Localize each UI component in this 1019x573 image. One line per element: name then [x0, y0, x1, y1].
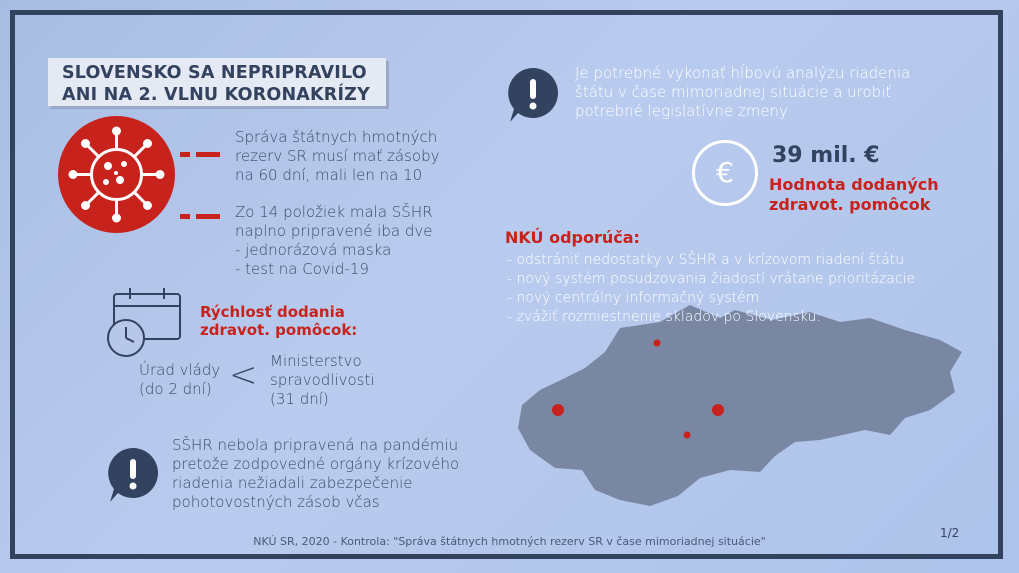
recommendation-item: - odstrániť nedostatky v SŠHR a v krízovom riadení štátu [507, 252, 905, 268]
bottom-note-line: riadenia nežiadali zabezpečenie [172, 474, 413, 492]
speed-comparator: < [229, 355, 258, 395]
virus-badge [58, 116, 175, 233]
fact1-dash-b [196, 152, 220, 157]
fact2-dash-b [196, 214, 220, 219]
fact-1 [235, 128, 439, 185]
speed-left-line: Úrad vlády [139, 361, 221, 379]
footer-source: NKÚ SR, 2020 - Kontrola: "Správa štátnych hmotných rezerv SR v čase mimoriadnej situácie" [253, 535, 766, 548]
bottom-note [172, 436, 459, 512]
speed-heading-line: zdravot. pomôcok: [200, 321, 358, 339]
virus-icon [58, 116, 175, 233]
bottom-note-line: pohotovostných zásob včas [172, 493, 380, 511]
recommendations-list [507, 251, 915, 327]
page-title [62, 62, 392, 106]
map-dot [684, 432, 691, 439]
euro-symbol: € [716, 156, 734, 189]
top-note [575, 64, 910, 121]
speed-heading-line: Rýchlosť dodania [200, 303, 345, 321]
speed-right [270, 352, 375, 409]
title-line-1: SLOVENSKO SA NEPRIPRAVILO [62, 63, 367, 83]
title-line-2: ANI NA 2. VLNU KORONAKRÍZY [62, 85, 370, 105]
alert-icon [506, 66, 560, 124]
clock-icon [108, 320, 144, 356]
fact-2-line: naplno pripravené iba dve [235, 222, 433, 240]
recommendation-item: - nový centrálny informačný systém [507, 290, 760, 306]
value-label [769, 175, 939, 215]
recommendation-item: - nový systém posudzovania žiadostí vrátane prioritázacie [507, 271, 916, 287]
alert-icon [106, 446, 160, 504]
top-note-line: štátu v čase mimoriadnej situácie a urobiť [575, 83, 892, 101]
map-of-slovakia [510, 300, 970, 520]
map-dot [552, 404, 564, 416]
fact-1-line: Správa štátnych hmotných [235, 128, 438, 146]
map-dot [712, 404, 724, 416]
bottom-note-line: SŠHR nebola pripravená na pandémiu [172, 436, 459, 454]
recommendation-item: - zvážiť rozmiestnenie skladov po Slovensku: [507, 309, 822, 325]
value-amount: 39 mil. € [772, 143, 880, 168]
fact2-dash-a [180, 214, 190, 219]
speed-heading [200, 303, 357, 339]
fact-1-line: rezerv SR musí mať zásoby [235, 147, 440, 165]
speed-right-line: (31 dní) [270, 390, 329, 408]
speed-right-line: Ministerstvo [270, 352, 362, 370]
fact-1-line: na 60 dní, mali len na 10 [235, 166, 423, 184]
recommendations-heading: NKÚ odporúča: [505, 228, 640, 247]
fact-2-line: - test na Covid-19 [235, 260, 369, 278]
map-dot [654, 340, 661, 347]
value-label-line: zdravot. pomôcok [769, 195, 931, 214]
page-number: 1/2 [940, 526, 960, 540]
fact1-dash-a [180, 152, 190, 157]
bottom-note-line: pretože zodpovedné orgány krízového [172, 455, 460, 473]
euro-icon [692, 140, 758, 206]
fact-2-line: - jednorázová maska [235, 241, 392, 259]
speed-left-line: (do 2 dní) [139, 380, 212, 398]
speed-left [139, 361, 220, 399]
value-label-line: Hodnota dodaných [769, 175, 939, 194]
speed-right-line: spravodlivosti [270, 371, 375, 389]
fact-2-line: Zo 14 položiek mala SŠHR [235, 203, 433, 221]
top-note-line: potrebné legislatívne zmeny [575, 102, 788, 120]
fact-2 [235, 203, 433, 279]
top-note-line: Je potrebné vykonať hĺbovú analýzu riadenia [575, 64, 911, 82]
calendar-icon [104, 286, 184, 361]
